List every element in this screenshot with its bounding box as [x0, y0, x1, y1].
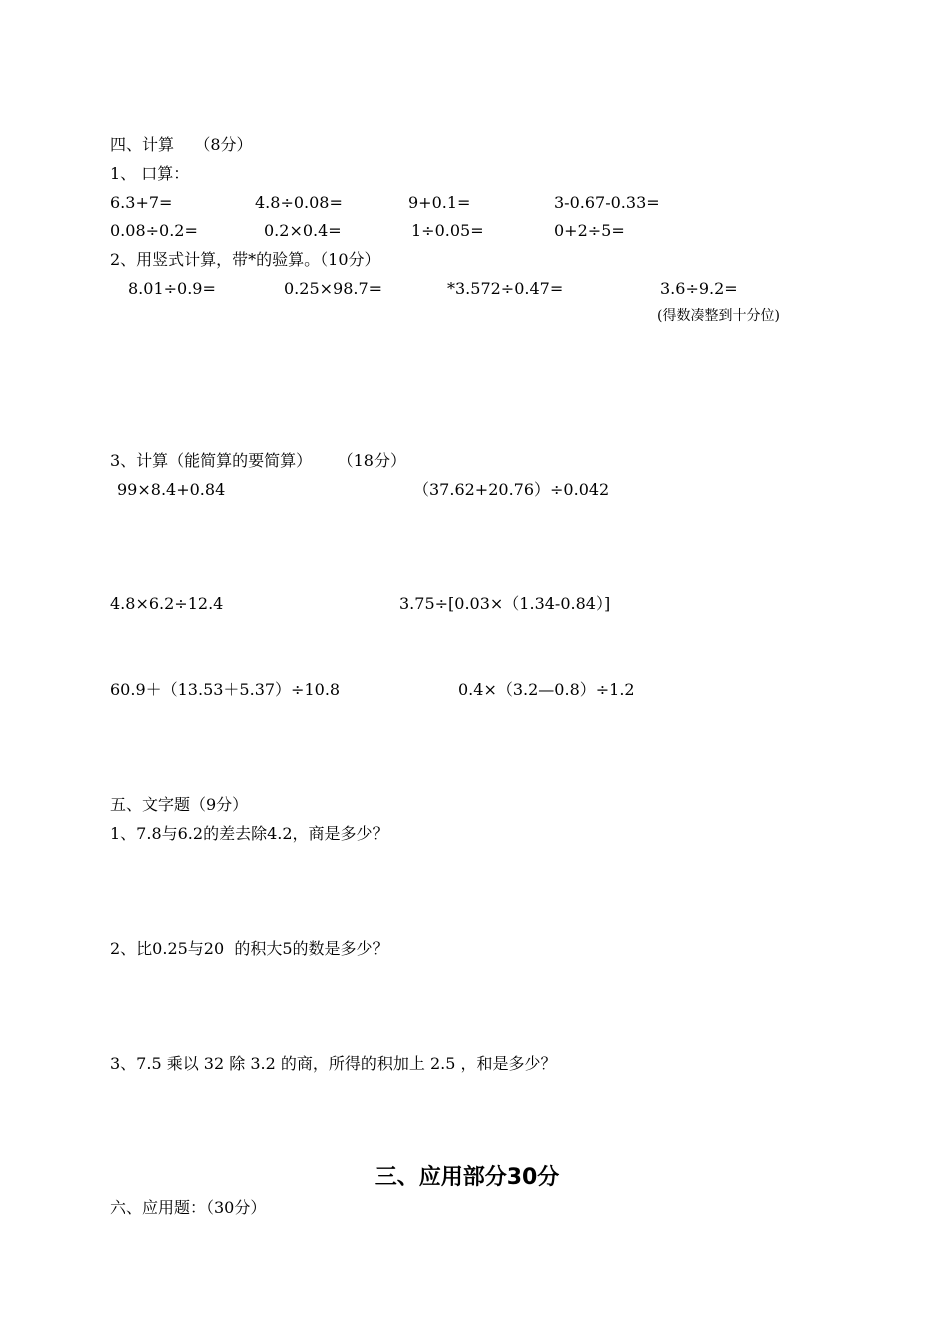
- q2-label: 2、用竖式计算，带*的验算。（10分）: [110, 250, 381, 269]
- word-problem: 2、比0.25与20 的积大5的数是多少？: [110, 939, 389, 958]
- section-4-title: 四、计算 （8分）: [110, 135, 253, 154]
- word-problem: 1、7.8与6.2的差去除4.2，商是多少？: [110, 824, 389, 843]
- vertical-calc-item: 3.6÷9.2=: [660, 279, 738, 298]
- oral-calc-item: 0.08÷0.2=: [110, 221, 198, 240]
- oral-calc-item: 1÷0.05=: [411, 221, 484, 240]
- vertical-calc-item: 8.01÷0.9=: [128, 279, 216, 298]
- expression-item: 0.4×（3.2—0.8）÷1.2: [458, 680, 635, 699]
- oral-calc-item: 6.3+7=: [110, 193, 173, 212]
- word-problem: 3、7.5 乘以 32 除 3.2 的商，所得的积加上 2.5 ，和是多少？: [110, 1054, 557, 1073]
- section-6-title: 六、应用题：（30分）: [110, 1198, 267, 1217]
- q1-label: 1、 口算：: [110, 164, 190, 183]
- q3-label: 3、计算（能简算的要简算） （18分）: [110, 451, 406, 470]
- oral-calc-item: 4.8÷0.08=: [255, 193, 343, 212]
- expression-item: （37.62+20.76）÷0.042: [413, 480, 610, 499]
- expression-item: 60.9＋（13.53＋5.37）÷10.8: [110, 680, 341, 699]
- expression-item: 3.75÷[0.03×（1.34-0.84）]: [399, 594, 611, 613]
- section-5-title: 五、文字题（9分）: [110, 795, 249, 814]
- oral-calc-item: 0.2×0.4=: [264, 221, 342, 240]
- rounding-note: (得数凑整到十分位): [657, 308, 780, 324]
- oral-calc-item: 3-0.67-0.33=: [554, 193, 660, 212]
- oral-calc-item: 9+0.1=: [408, 193, 471, 212]
- expression-item: 4.8×6.2÷12.4: [110, 594, 224, 613]
- expression-item: 99×8.4+0.84: [117, 480, 226, 499]
- oral-calc-item: 0+2÷5=: [554, 221, 625, 240]
- vertical-calc-item: *3.572÷0.47=: [447, 279, 564, 298]
- vertical-calc-item: 0.25×98.7=: [284, 279, 383, 298]
- part-3-heading: 三、应用部分30分: [374, 1165, 560, 1190]
